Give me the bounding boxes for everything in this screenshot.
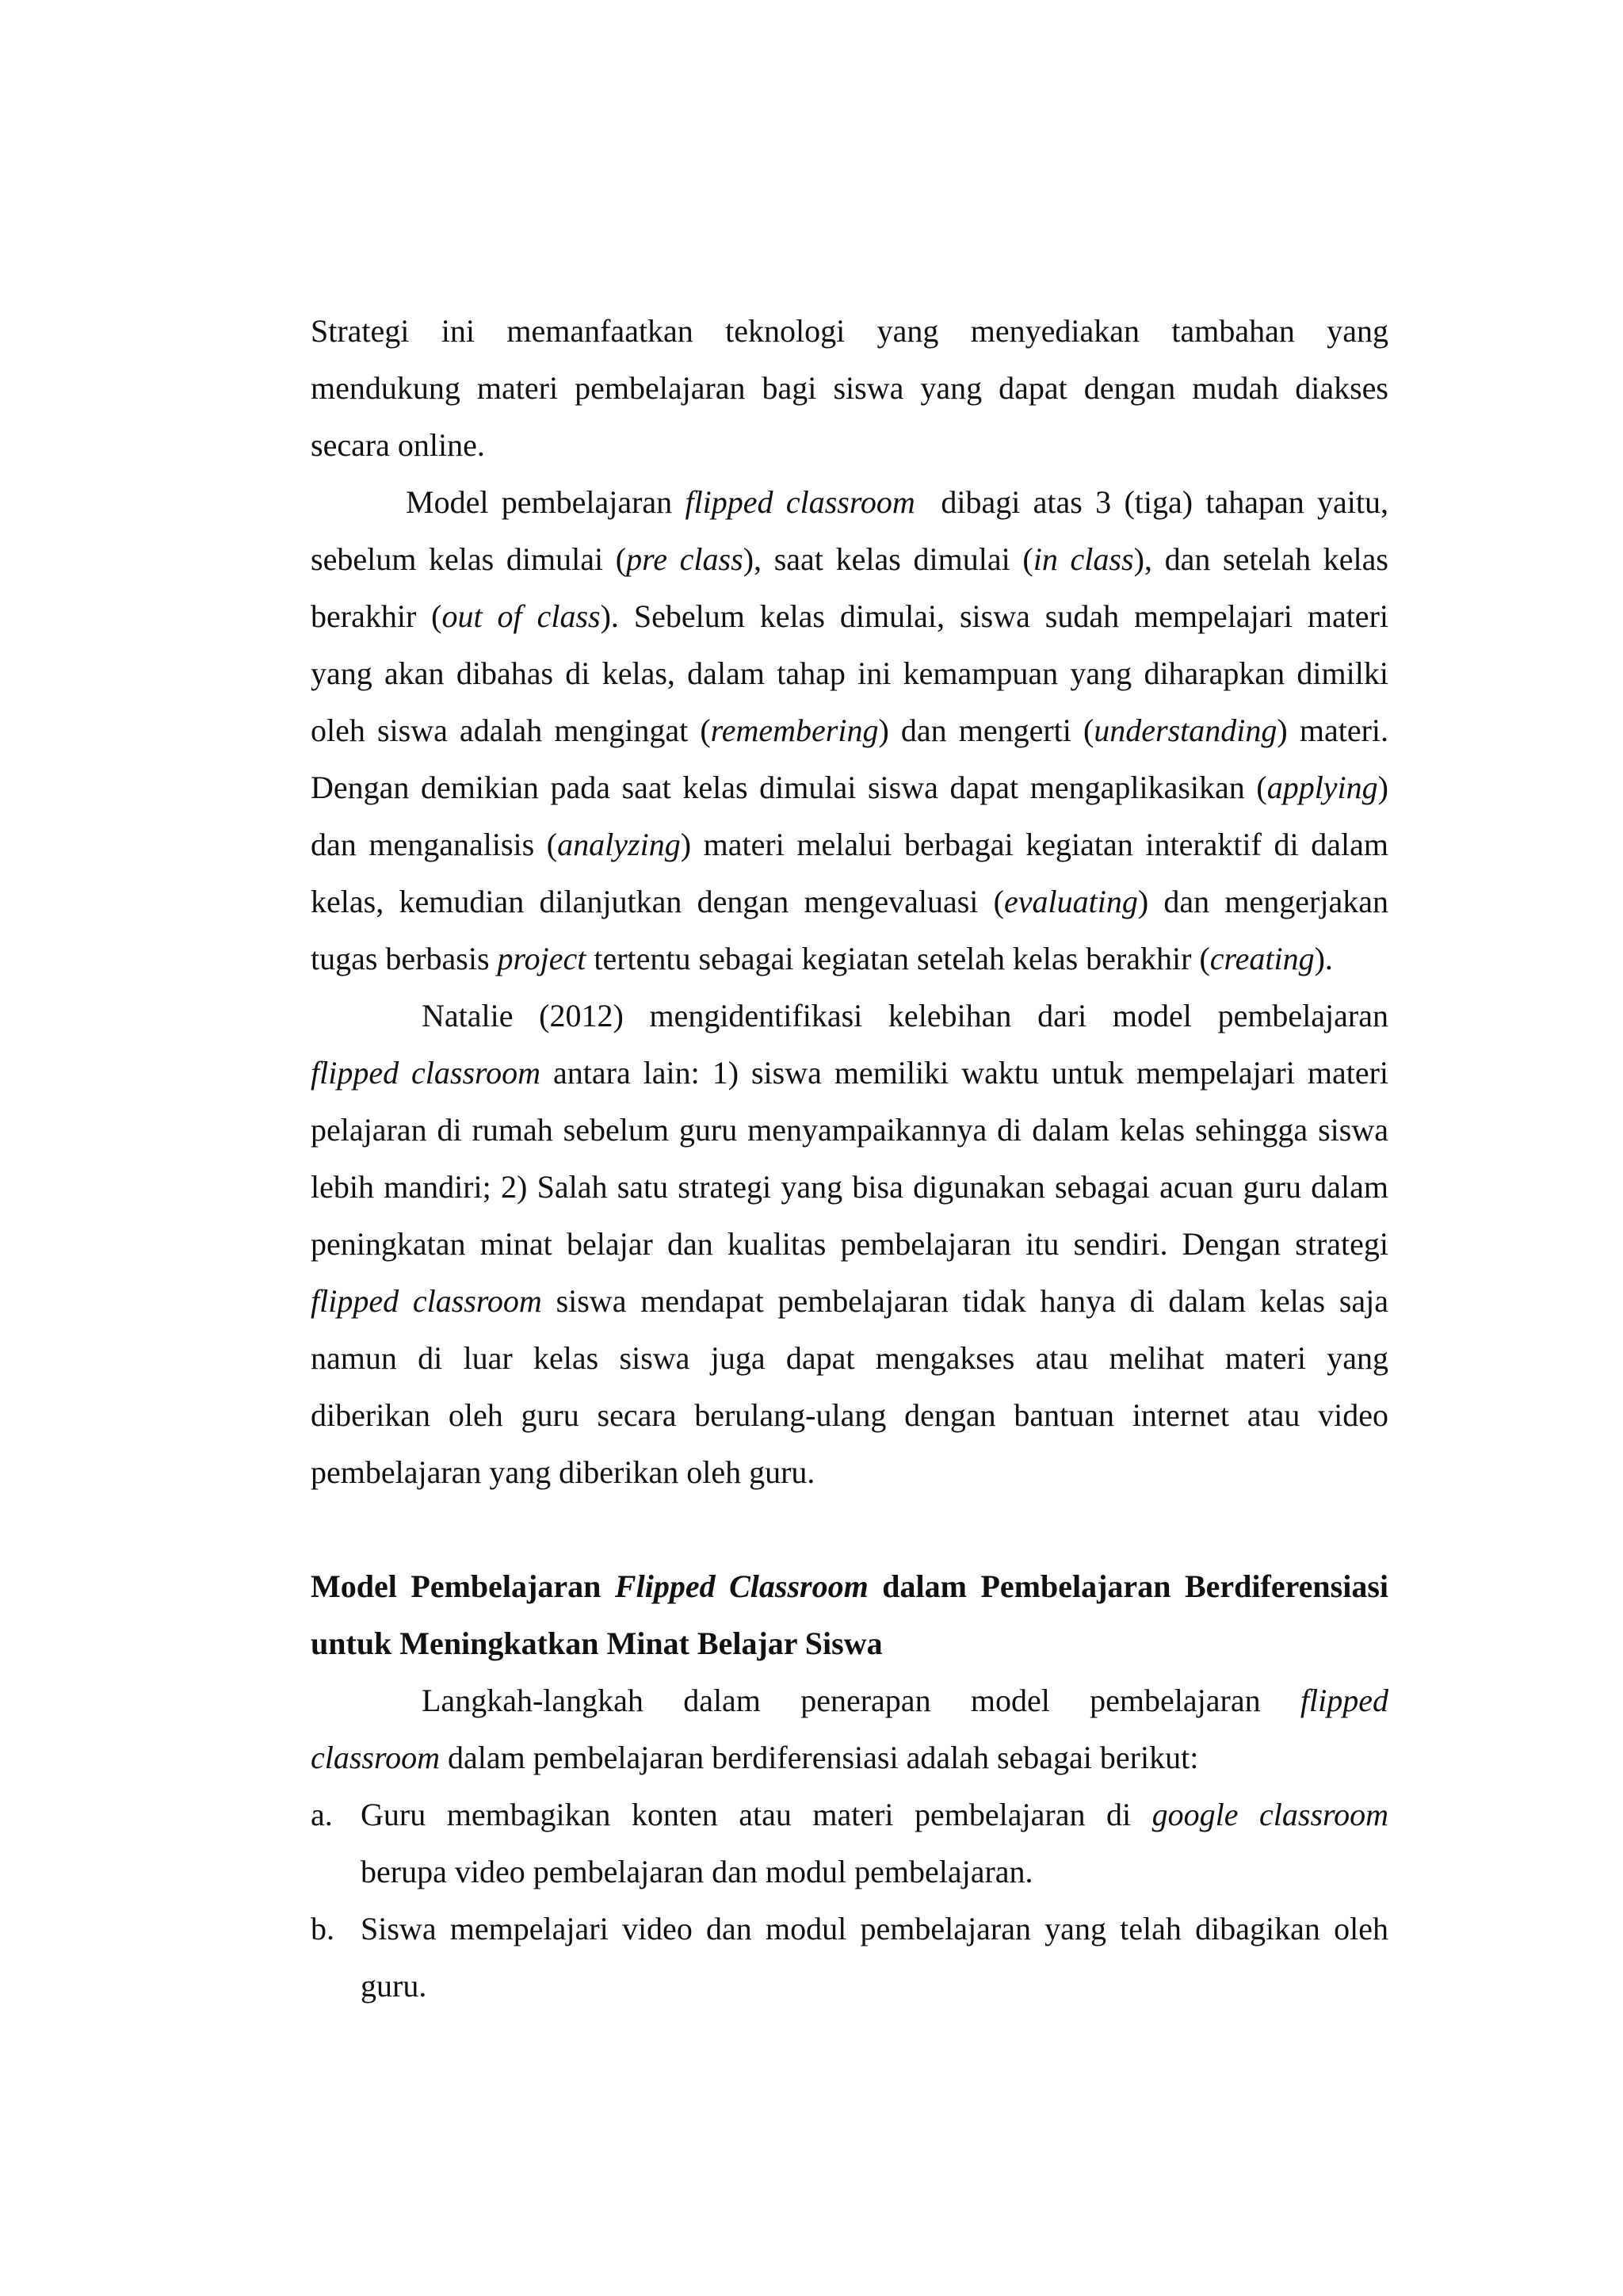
heading-line: untuk Meningkatkan Minat Belajar Siswa <box>311 1626 883 1661</box>
text-run: dibagi atas 3 (tiga) tahapan yaitu, <box>941 484 1389 520</box>
italic-term: evaluating <box>1003 884 1138 919</box>
italic-term: project <box>497 941 586 976</box>
text-line <box>311 707 1388 755</box>
text-line: Natalie (2012) mengidentifikasi kelebihan dari model pembelajaran <box>422 998 1388 1033</box>
text-run: Guru membagikan konten atau materi pembelajaran di <box>361 1797 1132 1832</box>
text-run: dan menganalisis ( <box>311 827 558 862</box>
list-marker: b. <box>311 1911 334 1946</box>
text-run: ) <box>1377 770 1388 805</box>
text-run: sebelum kelas dimulai ( <box>311 541 627 577</box>
text-line: pembelajaran yang diberikan oleh guru. <box>311 1454 815 1490</box>
text-run: Dengan demikian pada saat kelas dimulai siswa dapat mengaplikasikan ( <box>311 770 1267 805</box>
text-line <box>311 821 1388 869</box>
text-line: yang akan dibahas di kelas, dalam tahap ini kemampuan yang diharapkan dimilki <box>311 655 1388 691</box>
text-line <box>311 878 1388 926</box>
text-line <box>311 1278 1388 1325</box>
italic-term: flipped classroom <box>311 1283 542 1319</box>
text-line: pelajaran di rumah sebelum guru menyampaikannya di dalam kelas sehingga siswa <box>311 1112 1388 1148</box>
text-run: ). Sebelum kelas dimulai, siswa sudah mempelajari materi <box>600 598 1388 634</box>
text-line: guru. <box>361 1968 427 2004</box>
text-line <box>311 593 1388 640</box>
text-run: ). <box>1314 941 1333 976</box>
italic-term: applying <box>1266 770 1378 805</box>
text-line <box>311 1734 1388 1782</box>
text-run: kelas, kemudian dilanjutkan dengan mengevaluasi ( <box>311 884 1004 919</box>
text-line: mendukung materi pembelajaran bagi siswa yang dapat dengan mudah diakses <box>311 370 1388 406</box>
italic-term: flipped classroom <box>685 484 915 520</box>
text-line: berupa video pembelajaran dan modul pembelajaran. <box>361 1854 1033 1889</box>
text-line <box>311 935 1388 983</box>
italic-term: Flipped Classroom <box>614 1568 869 1604</box>
italic-term: flipped <box>1300 1683 1388 1718</box>
text-run: ) materi melalui berbagai kegiatan interaktif di dalam <box>680 827 1388 862</box>
italic-term: analyzing <box>557 827 681 862</box>
list-marker: a. <box>311 1797 333 1832</box>
text-run: antara lain: 1) siswa memiliki waktu untuk mempelajari materi <box>553 1055 1389 1091</box>
text-line <box>311 1049 1388 1097</box>
text-run: tugas berbasis <box>311 941 490 976</box>
text-line <box>311 536 1388 583</box>
text-run: tertentu sebagai kegiatan setelah kelas berakhir ( <box>594 941 1210 976</box>
text-line: namun di luar kelas siswa juga dapat mengakses atau melihat materi yang <box>311 1340 1388 1376</box>
italic-term: classroom <box>311 1740 440 1775</box>
text-line <box>311 764 1388 812</box>
text-run: ), saat kelas dimulai ( <box>743 541 1033 577</box>
italic-term: creating <box>1209 941 1315 976</box>
italic-term: flipped classroom <box>311 1055 541 1091</box>
text-line: Siswa mempelajari video dan modul pembelajaran yang telah dibagikan oleh <box>361 1911 1388 1946</box>
text-run: ) dan mengerti ( <box>878 712 1094 748</box>
text-run: oleh siswa adalah mengingat ( <box>311 712 711 748</box>
text-run: ) dan mengerjakan <box>1137 884 1388 919</box>
italic-term: out of class <box>441 598 601 634</box>
italic-term: pre class <box>626 541 743 577</box>
italic-term: understanding <box>1094 712 1277 748</box>
text-run: dalam pembelajaran berdiferensiasi adalah sebagai berikut: <box>447 1740 1199 1775</box>
italic-term: google classroom <box>1151 1797 1389 1832</box>
text-run: siswa mendapat pembelajaran tidak hanya di dalam kelas saja <box>556 1283 1389 1319</box>
text-run: Model Pembelajaran <box>311 1568 601 1604</box>
text-run: ), dan setelah kelas <box>1133 541 1388 577</box>
text-run: berakhir ( <box>311 598 442 634</box>
text-line: secara online. <box>311 427 485 463</box>
text-line: lebih mandiri; 2) Salah satu strategi yang bisa digunakan sebagai acuan guru dalam <box>311 1169 1388 1205</box>
heading-line <box>311 1563 1388 1610</box>
italic-term: in class <box>1033 541 1134 577</box>
text-run: Model pembelajaran <box>406 484 673 520</box>
italic-term: remembering <box>710 712 879 748</box>
text-line: peningkatan minat belajar dan kualitas pembelajaran itu sendiri. Dengan strategi <box>311 1226 1388 1262</box>
text-run: Langkah-langkah dalam penerapan model pembelajaran <box>422 1683 1261 1718</box>
text-line <box>361 1791 1388 1839</box>
text-run: ) materi. <box>1277 712 1388 748</box>
text-run: dalam Pembelajaran Berdiferensiasi <box>882 1568 1388 1604</box>
text-line: Strategi ini memanfaatkan teknologi yang menyediakan tambahan yang <box>311 313 1388 349</box>
text-line: diberikan oleh guru secara berulang-ulang dengan bantuan internet atau video <box>311 1397 1388 1433</box>
text-line <box>406 479 1388 526</box>
text-line <box>422 1677 1388 1725</box>
